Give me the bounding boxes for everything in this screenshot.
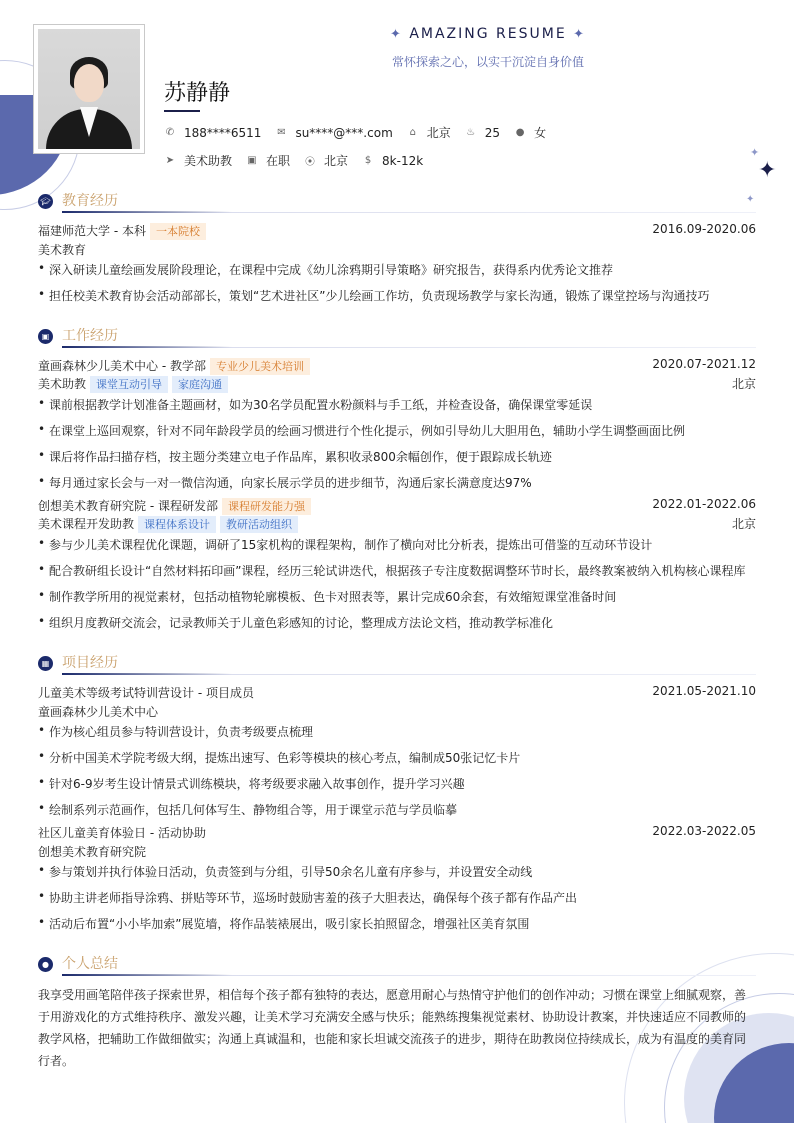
grid-icon: ▦ xyxy=(38,656,53,671)
project-name: 社区儿童美育体验日 - 活动协助 xyxy=(38,826,206,840)
sparkle-icon: ✦ xyxy=(746,194,755,205)
brand-title xyxy=(388,26,588,42)
list-item: • 绘制系列示范画作，包括几何体写生、静物组合等，用于课堂示范与学员临摹 xyxy=(38,801,756,818)
contact-row xyxy=(164,124,560,141)
phone-icon: ✆ xyxy=(165,127,175,138)
school-tag: 一本院校 xyxy=(150,223,206,240)
list-item: • 在课堂上巡回观察，针对不同年龄段学员的绘画习惯进行个性化提示，例如引导幼儿大胆用色，辅助小学生调整画面比例 xyxy=(38,422,756,439)
skill-tag: 家庭沟通 xyxy=(172,376,228,393)
job-tag: 专业少儿美术培训 xyxy=(210,358,310,375)
target-location: 北京 xyxy=(324,154,349,168)
section-title: 项目经历 xyxy=(62,655,118,671)
school: 福建师范大学 - 本科 xyxy=(38,224,146,238)
project-name: 儿童美术等级考试特训营设计 - 项目成员 xyxy=(38,686,254,700)
home-icon: ⌂ xyxy=(409,127,416,138)
intent-row xyxy=(164,152,437,169)
job-role-row xyxy=(38,375,756,393)
education-header xyxy=(38,222,756,240)
send-icon: ➤ xyxy=(165,155,175,166)
profile-photo xyxy=(33,24,145,154)
company: 童画森林少儿美术中心 - 教学部 xyxy=(38,359,206,373)
email: su****@***.com xyxy=(295,125,393,140)
sparkle-icon: ✦ xyxy=(758,158,777,183)
divider-accent xyxy=(62,673,232,675)
divider-accent xyxy=(62,211,232,213)
section-title: 工作经历 xyxy=(62,328,118,344)
divider-accent xyxy=(62,974,232,976)
summary-text: 我享受用画笔陪伴孩子探索世界，相信每个孩子都有独特的表达，愿意用耐心与热情守护他们的创作冲动；习惯在课堂上细腻观察，善于用游戏化的方式维持秩序、激发兴趣，让美术学习充满安全感与快乐；能熟练搜集视觉素材、协助设计教案，并快速适应不同教师的教学风格，把辅助工作做细做实；沟通上真诚温和，也能和家长坦诚交流孩子的进步，期待在助教岗位持续成长，成为有温度的美育同行者。 xyxy=(38,988,747,1068)
brand-text: AMAZING RESUME xyxy=(409,26,567,42)
name-underline xyxy=(164,110,200,112)
list-item: • 参与少儿美术课程优化课题，调研了15家机构的课程架构，制作了横向对比分析表，提炼出可借鉴的互动环节设计 xyxy=(38,536,756,553)
company: 创想美术教育研究院 - 课程研发部 xyxy=(38,499,218,513)
sparkle-icon: ✦ xyxy=(573,27,587,42)
motto: 常怀探索之心，以实干沉淀自身价值 xyxy=(391,55,584,69)
salary: 8k-12k xyxy=(382,153,424,168)
mail-icon: ✉ xyxy=(277,127,286,138)
location: 北京 xyxy=(731,517,756,531)
list-item: • 针对6-9岁考生设计情景式训练模块，将考级要求融入故事创作，提升学习兴趣 xyxy=(38,775,756,792)
role: 美术课程开发助教 xyxy=(38,517,135,531)
project-org: 创想美术教育研究院 xyxy=(38,845,147,859)
sparkle-icon: ✦ xyxy=(750,146,760,159)
list-item: • 活动后布置“小小毕加索”展览墙，将作品装裱展出，吸引家长拍照留念，增强社区美育氛围 xyxy=(38,915,756,932)
list-item: • 配合教研组长设计“自然材料拓印画”课程，经历三轮试讲迭代，根据孩子专注度数据调整环节时长，最终教案被纳入机构核心课程库 xyxy=(38,562,756,579)
job-role-row xyxy=(38,515,756,533)
date: 2021.05-2021.10 xyxy=(652,684,756,698)
major: 美术教育 xyxy=(38,243,87,257)
list-item: • 作为核心组员参与特训营设计，负责考级要点梳理 xyxy=(38,723,756,740)
date: 2022.01-2022.06 xyxy=(652,497,756,511)
list-item: • 担任校美术教育协会活动部部长，策划“艺术进社区”少儿绘画工作坊，负责现场教学与家长沟通，锻炼了课堂控场与沟通技巧 xyxy=(38,287,756,304)
role: 美术助教 xyxy=(38,377,87,391)
section-summary xyxy=(38,953,756,977)
list-item: • 制作教学所用的视觉素材，包括动植物轮廓模板、色卡对照表等，累计完成60余套，有效缩短课堂准备时间 xyxy=(38,588,756,605)
city: 北京 xyxy=(426,126,451,140)
cake-icon: ♨ xyxy=(466,127,476,138)
user-icon: ● xyxy=(38,957,53,972)
section-title: 教育经历 xyxy=(62,193,118,209)
project-org: 童画森林少儿美术中心 xyxy=(38,705,159,719)
skill-tag: 课程体系设计 xyxy=(138,516,216,533)
location: 北京 xyxy=(731,377,756,391)
sparkle-icon: ✦ xyxy=(389,27,403,42)
target-job: 美术助教 xyxy=(184,154,233,168)
list-item: • 每月通过家长会与一对一微信沟通，向家长展示学员的进步细节，沟通后家长满意度达97% xyxy=(38,474,756,491)
job-header xyxy=(38,357,756,375)
portrait xyxy=(38,29,140,149)
list-item: • 组织月度教研交流会，记录教师关于儿童色彩感知的讨论，整理成方法论文档，推动教学标准化 xyxy=(38,614,756,631)
list-item: • 课后将作品扫描存档，按主题分类建立电子作品库，累积收录800余幅创作，便于跟踪成长轨迹 xyxy=(38,448,756,465)
graduation-icon: 🎓︎ xyxy=(38,194,53,209)
job-tag: 课程研发能力强 xyxy=(222,498,311,515)
gender: 女 xyxy=(534,126,547,140)
briefcase-icon: ▣ xyxy=(247,155,257,166)
money-icon: $ xyxy=(364,155,372,166)
list-item: • 协助主讲老师指导涂鸦、拼贴等环节，巡场时鼓励害羞的孩子大胆表达，确保每个孩子都有作品产出 xyxy=(38,889,756,906)
section-education xyxy=(38,190,756,214)
section-work xyxy=(38,325,756,349)
date: 2020.07-2021.12 xyxy=(652,357,756,371)
section-title: 个人总结 xyxy=(62,956,118,972)
list-item: • 深入研读儿童绘画发展阶段理论，在课程中完成《幼儿涂鸦期引导策略》研究报告，获得系内优秀论文推荐 xyxy=(38,261,756,278)
project-header xyxy=(38,824,756,841)
location-icon: ⦿ xyxy=(305,157,316,168)
divider-accent xyxy=(62,346,232,348)
candidate-name: 苏静静 xyxy=(164,81,231,106)
list-item: • 分析中国美术学院考级大纲，提炼出速写、色彩等模块的核心考点，编制成50张记忆卡片 xyxy=(38,749,756,766)
age: 25 xyxy=(484,125,501,140)
briefcase-icon: ▣ xyxy=(38,329,53,344)
job-status: 在职 xyxy=(266,154,291,168)
job-header xyxy=(38,497,756,515)
gender-icon: ● xyxy=(515,127,525,138)
date: 2022.03-2022.05 xyxy=(652,824,756,838)
section-projects xyxy=(38,652,756,676)
list-item: • 课前根据教学计划准备主题画材，如为30名学员配置水粉颜料与手工纸，并检查设备，确保课堂零延误 xyxy=(38,396,756,413)
phone: 188****6511 xyxy=(184,125,262,140)
skill-tag: 课堂互动引导 xyxy=(90,376,168,393)
skill-tag: 教研活动组织 xyxy=(220,516,298,533)
list-item: • 参与策划并执行体验日活动，负责签到与分组，引导50余名儿童有序参与，并设置安全动线 xyxy=(38,863,756,880)
project-header xyxy=(38,684,756,701)
date: 2016.09-2020.06 xyxy=(652,222,756,236)
